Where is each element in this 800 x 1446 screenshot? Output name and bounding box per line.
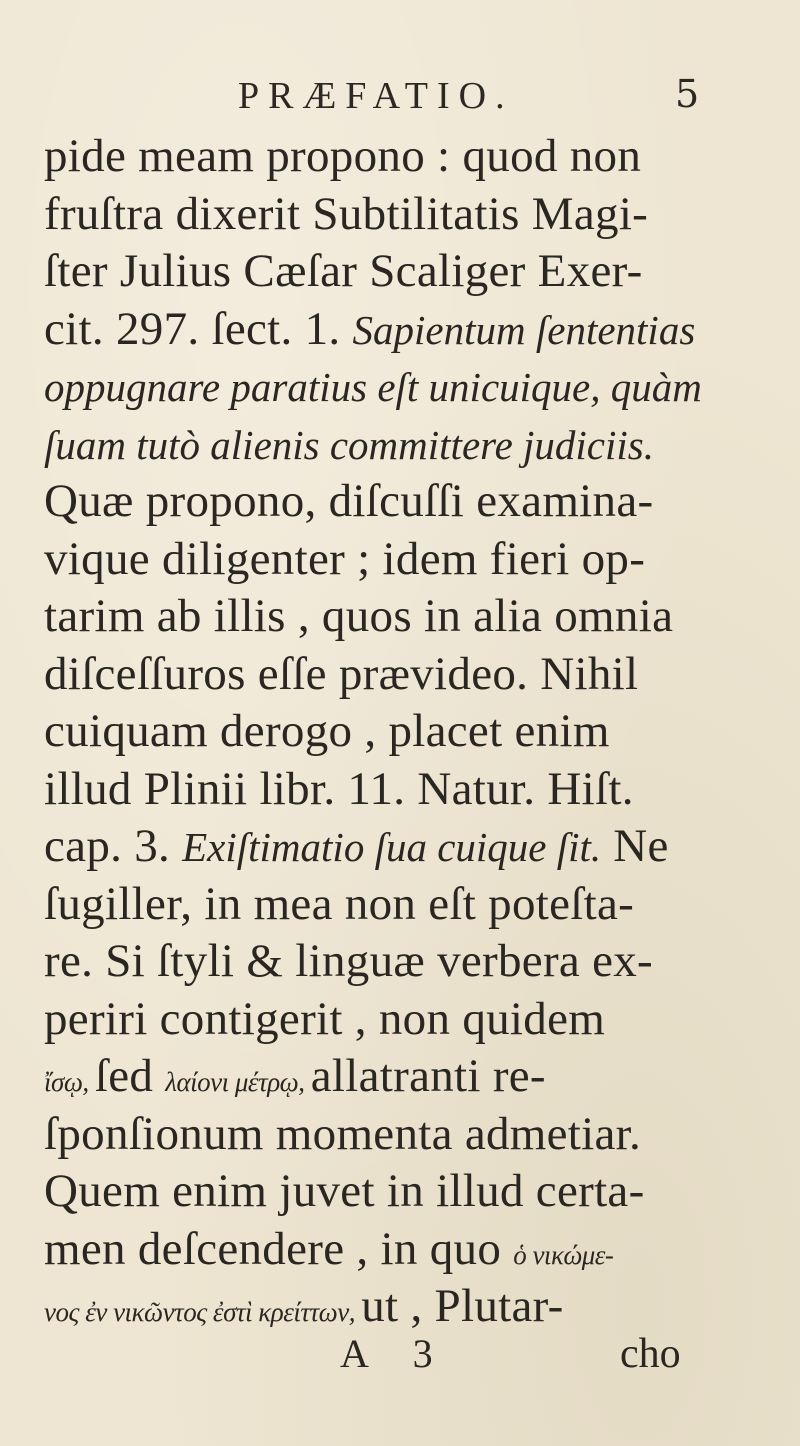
italic-quote: Exiſtimatio ſua cuique ſit. [182,824,602,870]
page-number: 5 [675,72,700,116]
signature-mark: A 3 [340,1331,451,1376]
greek-text: λαίονι μέτρῳ, [165,1067,311,1097]
body-text [44,128,772,1336]
text-line [44,186,772,244]
text-line [44,358,772,416]
text-line [44,473,772,531]
text-line [44,128,772,186]
text-line [44,588,772,646]
greek-text: νος ἐν νικῶντος ἐστὶ κρείττων, [44,1297,362,1327]
text-run: pide meam propono : quod non [44,130,642,182]
text-line [44,761,772,819]
text-line [44,876,772,934]
text-run: Ne [601,820,669,872]
text-line [44,991,772,1049]
text-run: periri contigerit , non quidem [44,992,606,1045]
greek-text: ὁ νικώμε- [513,1239,614,1270]
text-run: cit. 297. ſect. 1. [44,302,353,355]
text-line [44,818,772,876]
greek-text: ἴσῳ, [44,1067,95,1097]
text-run: ſed [94,1050,166,1102]
text-run: diſceſſuros eſſe prævideo. Nihil [44,647,639,700]
text-run: Quem enim juvet in illud certa- [44,1165,645,1217]
text-line [44,1278,772,1336]
text-run: re. Si ſtyli & linguæ verbera ex- [44,935,654,987]
text-run: ut , Plutar- [361,1280,564,1332]
text-run: cap. 3. [44,820,183,872]
text-run: vique diligenter ; idem fieri op- [44,532,646,585]
italic-quote: Sapientum ſententias [352,306,696,353]
text-line [44,1163,772,1221]
text-run: allatranti re- [310,1050,546,1102]
text-run: men deſcendere , in quo [44,1222,514,1275]
italic-quote: oppugnare paratius eſt unicuique, quàm [44,364,702,410]
text-line [44,646,772,704]
page-header [0,74,800,124]
text-line [44,1048,772,1106]
text-run: tarim ab illis , quos in alia omnia [44,590,674,642]
text-run: fruſtra dixerit Subtilitatis Magi- [44,187,649,240]
text-line [44,301,772,359]
text-line [44,416,772,474]
catchword: cho [620,1331,681,1377]
text-line [44,1221,772,1279]
text-run: ſponſionum momenta admetiar. [44,1107,642,1160]
text-run: ſugiller, in mea non eſt poteſta- [44,877,635,930]
text-line [44,703,772,761]
text-run: cuiquam derogo , placet enim [44,705,610,757]
italic-quote: ſuam tutò alienis committere judiciis. [44,421,654,468]
text-run: illud Plinii libr. 11. Natur. Hiſt. [44,762,634,815]
text-line [44,1106,772,1164]
text-line [44,243,772,301]
text-line [44,531,772,589]
running-head: PRÆFATIO. [238,75,514,117]
page-footer [0,1330,800,1390]
text-run: ſter Julius Cæſar Scaliger Exer- [44,245,643,297]
text-line [44,933,772,991]
text-run: Quæ propono, diſcuſſi examina- [44,475,654,527]
